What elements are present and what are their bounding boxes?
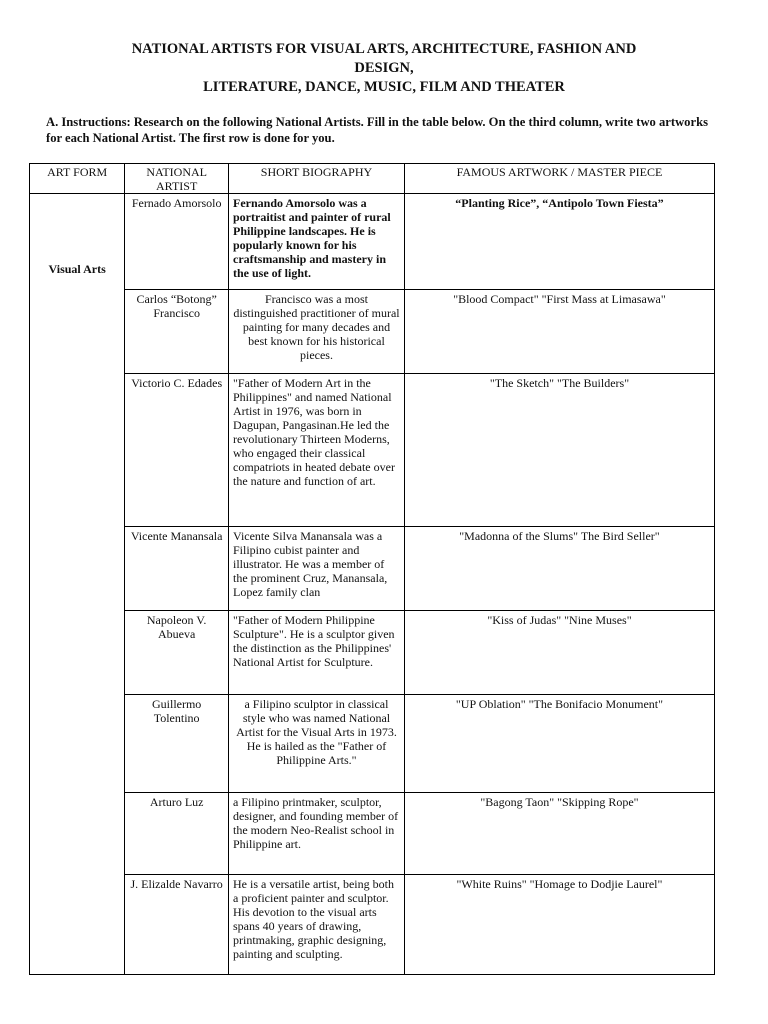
header-art-form: ART FORM: [30, 164, 125, 194]
artist-biography: "Father of Modern Philippine Sculpture". He is a sculptor given the distinction as the Philippines' National Artist for Sculpture.: [229, 611, 405, 695]
table-row: [30, 527, 715, 611]
table-row: [30, 695, 715, 793]
artist-artwork: "Kiss of Judas" "Nine Muses": [404, 611, 714, 695]
artist-name: Carlos “Botong” Francisco: [125, 290, 229, 374]
art-form-label: Visual Arts: [48, 262, 106, 276]
table-row: [30, 374, 715, 527]
table-row: [30, 290, 715, 374]
artist-artwork: “Planting Rice”, “Antipolo Town Fiesta”: [404, 194, 714, 290]
artist-biography: a Filipino sculptor in classical style who was named National Artist for the Visual Arts in 1973. He is hailed as the "Father of Philippine Arts.": [229, 695, 405, 793]
artist-name: J. Elizalde Navarro: [125, 875, 229, 975]
title-line-2: DESIGN,: [354, 60, 414, 76]
artist-artwork: "The Sketch" "The Builders": [404, 374, 714, 527]
artist-biography: Fernando Amorsolo was a portraitist and painter of rural Philippine landscapes. He is popularly known for his craftsmanship and mastery in the use of light.: [229, 194, 405, 290]
artist-biography: He is a versatile artist, being both a proficient painter and sculptor. His devotion to the visual arts spans 40 years of drawing, printmaking, graphic designing, painting and sculpting.: [229, 875, 405, 975]
artist-name: Arturo Luz: [125, 793, 229, 875]
artist-artwork: "Blood Compact" "First Mass at Limasawa": [404, 290, 714, 374]
artist-name: Vicente Manansala: [125, 527, 229, 611]
artist-biography: a Filipino printmaker, sculptor, designer, and founding member of the modern Neo-Realist school in Philippine art.: [229, 793, 405, 875]
artist-name: Victorio C. Edades: [125, 374, 229, 527]
table-row: [30, 793, 715, 875]
art-form-cell: [30, 194, 125, 975]
artist-artwork: "UP Oblation" "The Bonifacio Monument": [404, 695, 714, 793]
title-line-3: LITERATURE, DANCE, MUSIC, FILM AND THEATER: [203, 79, 565, 95]
artist-name: Guillermo Tolentino: [125, 695, 229, 793]
artist-biography: "Father of Modern Art in the Philippines" and named National Artist in 1976, was born in Dagupan, Pangasinan.He led the revolutionary Thirteen Moderns, who engaged their classical compatriots in heated debate over the nature and function of art.: [229, 374, 405, 527]
header-short-biography: SHORT BIOGRAPHY: [229, 164, 405, 194]
instructions-text: A. Instructions: Research on the following National Artists. Fill in the table below. On the third column, write two artworks for each National Artist. The first row is done for you.: [46, 115, 708, 145]
document-title: [50, 40, 718, 97]
artist-name: Napoleon V. Abueva: [125, 611, 229, 695]
artist-artwork: "Bagong Taon" "Skipping Rope": [404, 793, 714, 875]
national-artists-table: [29, 163, 715, 975]
artist-biography: Vicente Silva Manansala was a Filipino cubist painter and illustrator. He was a member of the prominent Cruz, Manansala, Lopez family clan: [229, 527, 405, 611]
artist-artwork: "White Ruins" "Homage to Dodjie Laurel": [404, 875, 714, 975]
table-header-row: [30, 164, 715, 194]
table-row: [30, 875, 715, 975]
header-famous-artwork: FAMOUS ARTWORK / MASTER PIECE: [404, 164, 714, 194]
artist-artwork: "Madonna of the Slums" The Bird Seller": [404, 527, 714, 611]
artist-name: Fernado Amorsolo: [125, 194, 229, 290]
title-line-1: NATIONAL ARTISTS FOR VISUAL ARTS, ARCHITECTURE, FASHION AND: [131, 41, 637, 57]
header-national-artist: NATIONAL ARTIST: [125, 164, 229, 194]
table-row: [30, 194, 715, 290]
table-row: [30, 611, 715, 695]
artist-biography: Francisco was a most distinguished practitioner of mural painting for many decades and best known for his historical pieces.: [229, 290, 405, 374]
